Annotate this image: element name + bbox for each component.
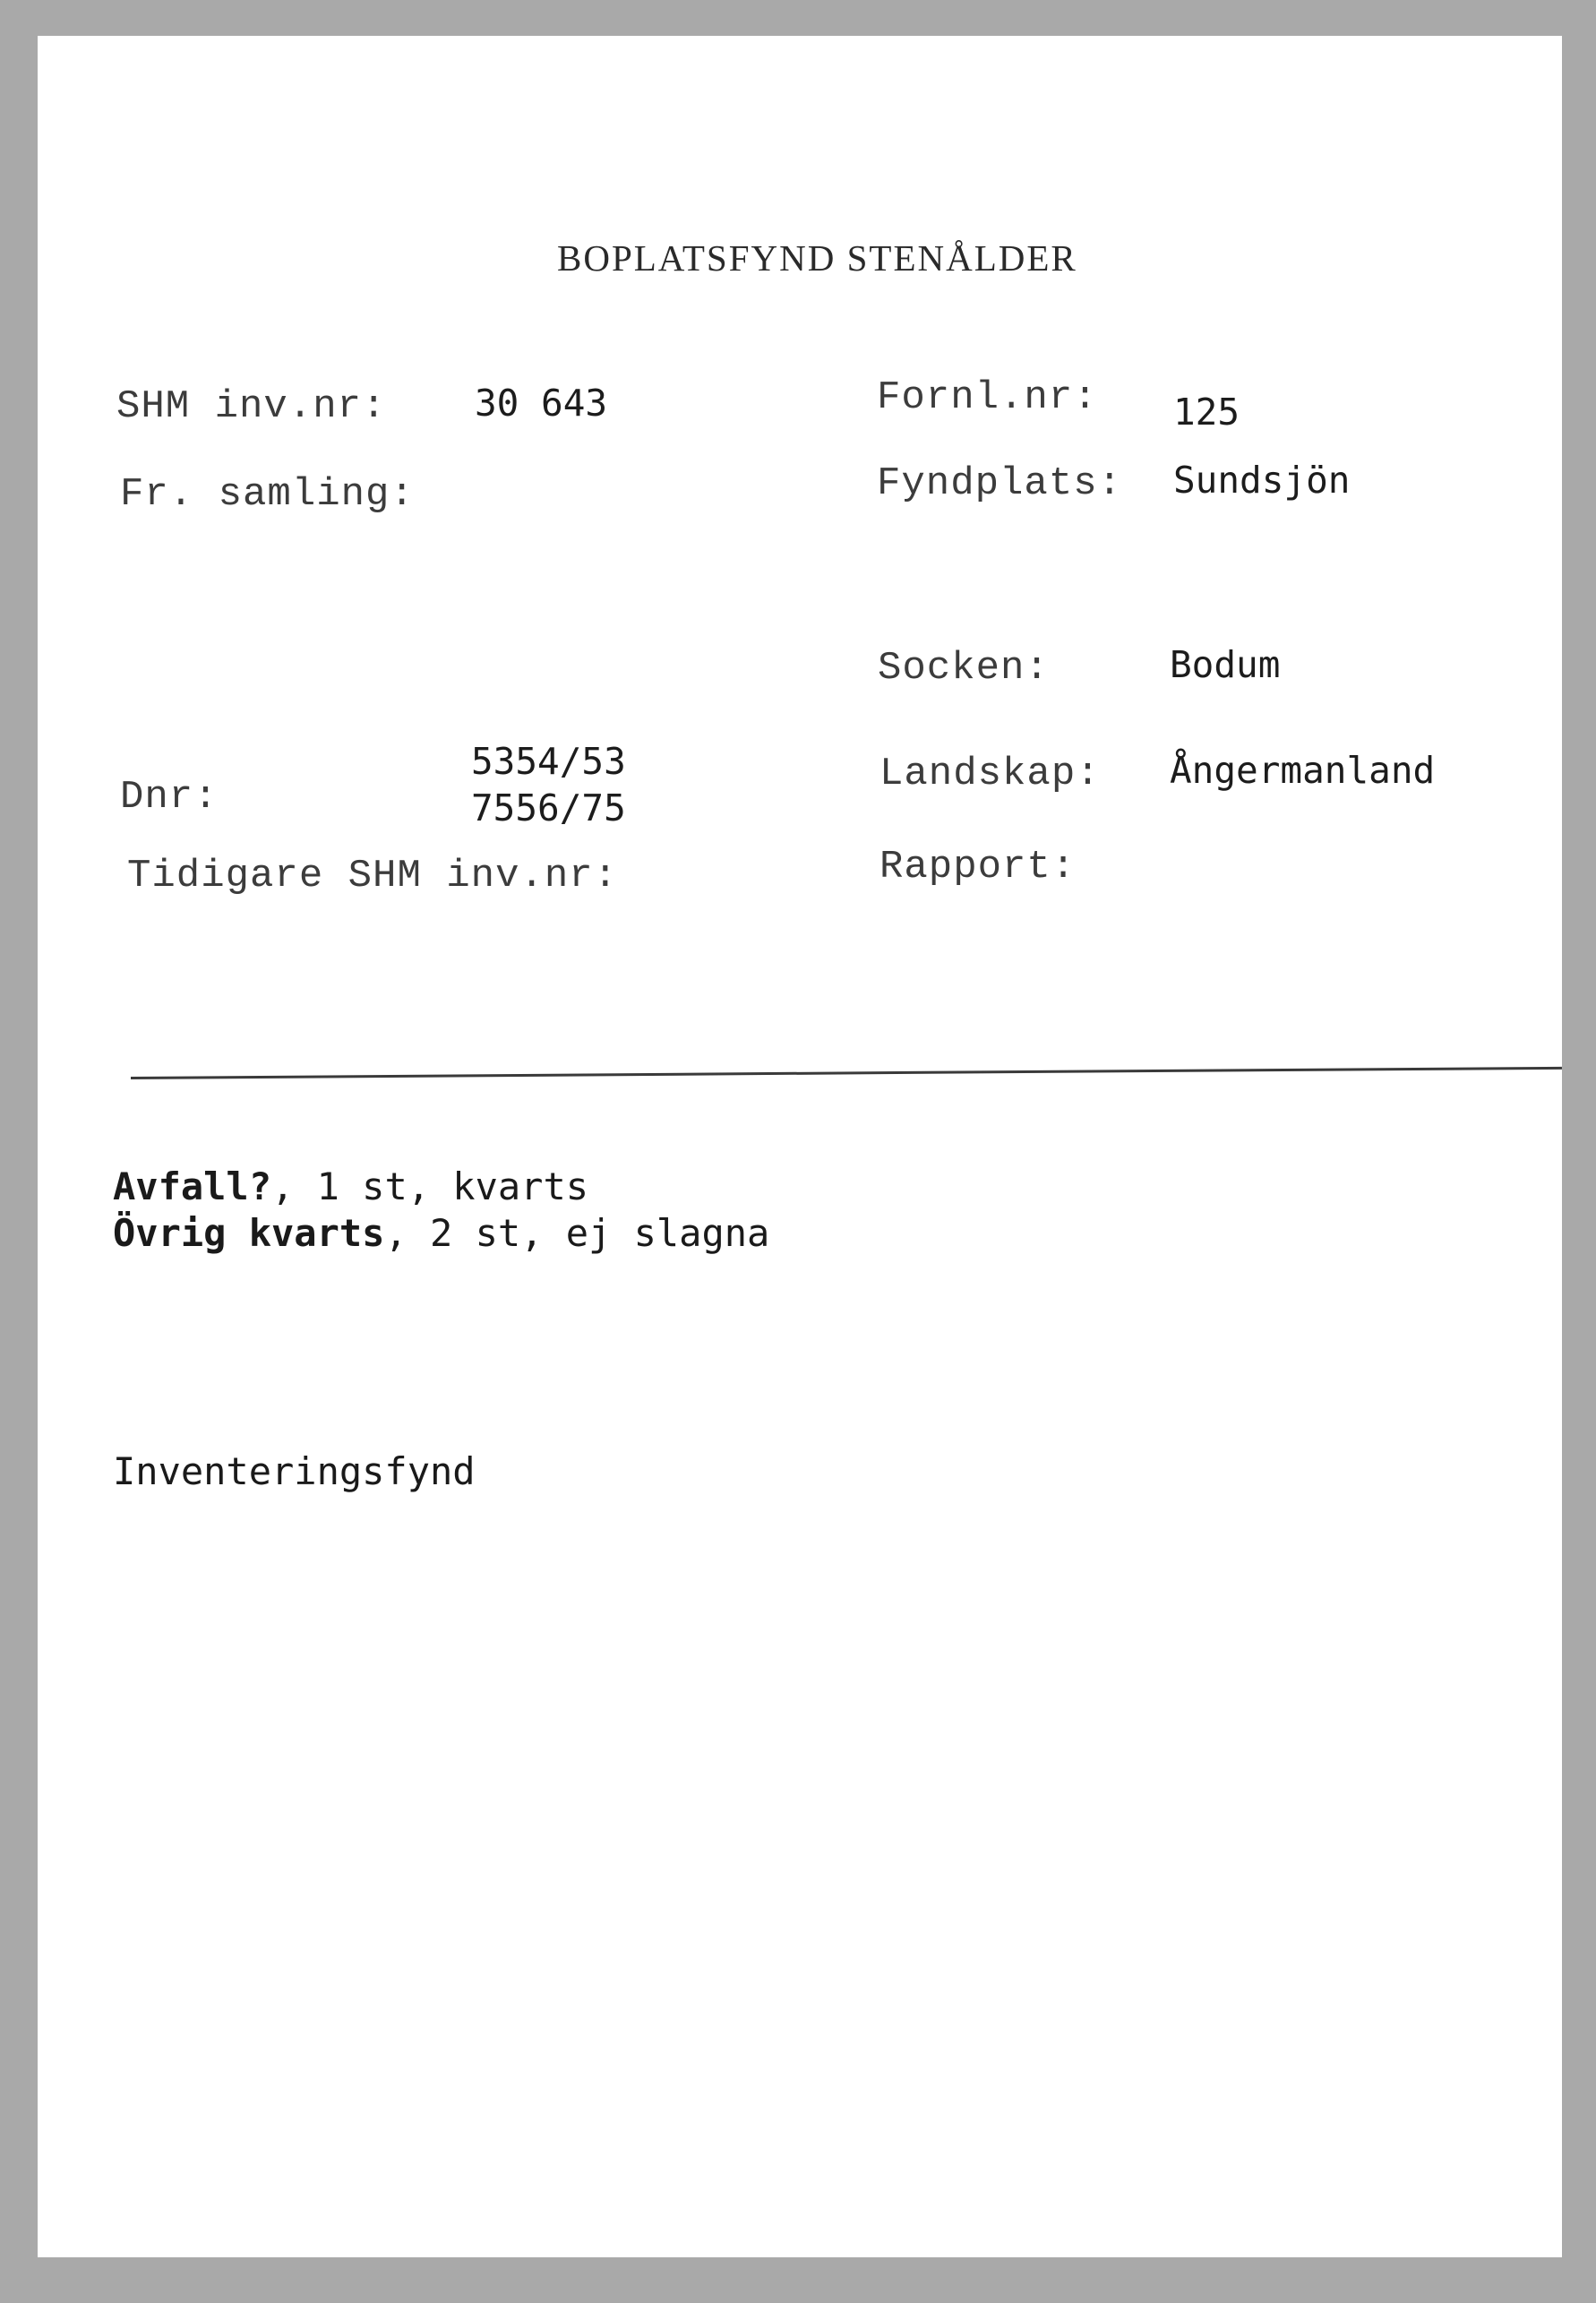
socken-label: Socken: bbox=[878, 646, 1050, 691]
socken-value: Bodum bbox=[1170, 643, 1281, 686]
shm-inv-value: 30 643 bbox=[475, 382, 608, 425]
inventory-note: Inventeringsfynd bbox=[113, 1449, 476, 1493]
tidigare-shm-inv-label: Tidigare SHM inv.nr: bbox=[127, 854, 619, 898]
dnr-value-2: 7556/75 bbox=[471, 786, 626, 829]
find-1-name: Avfall? bbox=[113, 1164, 272, 1208]
fyndplats-label: Fyndplats: bbox=[877, 461, 1123, 506]
card-title: BOPLATSFYND STENÅLDER bbox=[557, 237, 1077, 279]
rapport-label: Rapport: bbox=[880, 845, 1077, 889]
dnr-label: Dnr: bbox=[120, 775, 219, 820]
fornl-value: 125 bbox=[1173, 391, 1240, 434]
fornl-label: Fornl.nr: bbox=[877, 375, 1098, 420]
find-2-name: Övrig kvarts bbox=[113, 1211, 385, 1255]
find-2-details: , 2 st, ej slagna bbox=[384, 1211, 770, 1255]
find-line-2 bbox=[113, 1211, 770, 1255]
fr-samling-label: Fr. samling: bbox=[120, 472, 415, 517]
dnr-value-1: 5354/53 bbox=[471, 740, 626, 783]
fyndplats-value: Sundsjön bbox=[1173, 459, 1351, 502]
find-line-1 bbox=[113, 1164, 589, 1208]
find-1-details: , 1 st, kvarts bbox=[271, 1164, 589, 1208]
landskap-value: Ångermanland bbox=[1170, 749, 1436, 792]
catalog-card bbox=[38, 36, 1562, 2257]
landskap-label: Landskap: bbox=[880, 752, 1101, 796]
shm-inv-label: SHM inv.nr: bbox=[116, 384, 387, 429]
divider-line bbox=[131, 1067, 1562, 1079]
